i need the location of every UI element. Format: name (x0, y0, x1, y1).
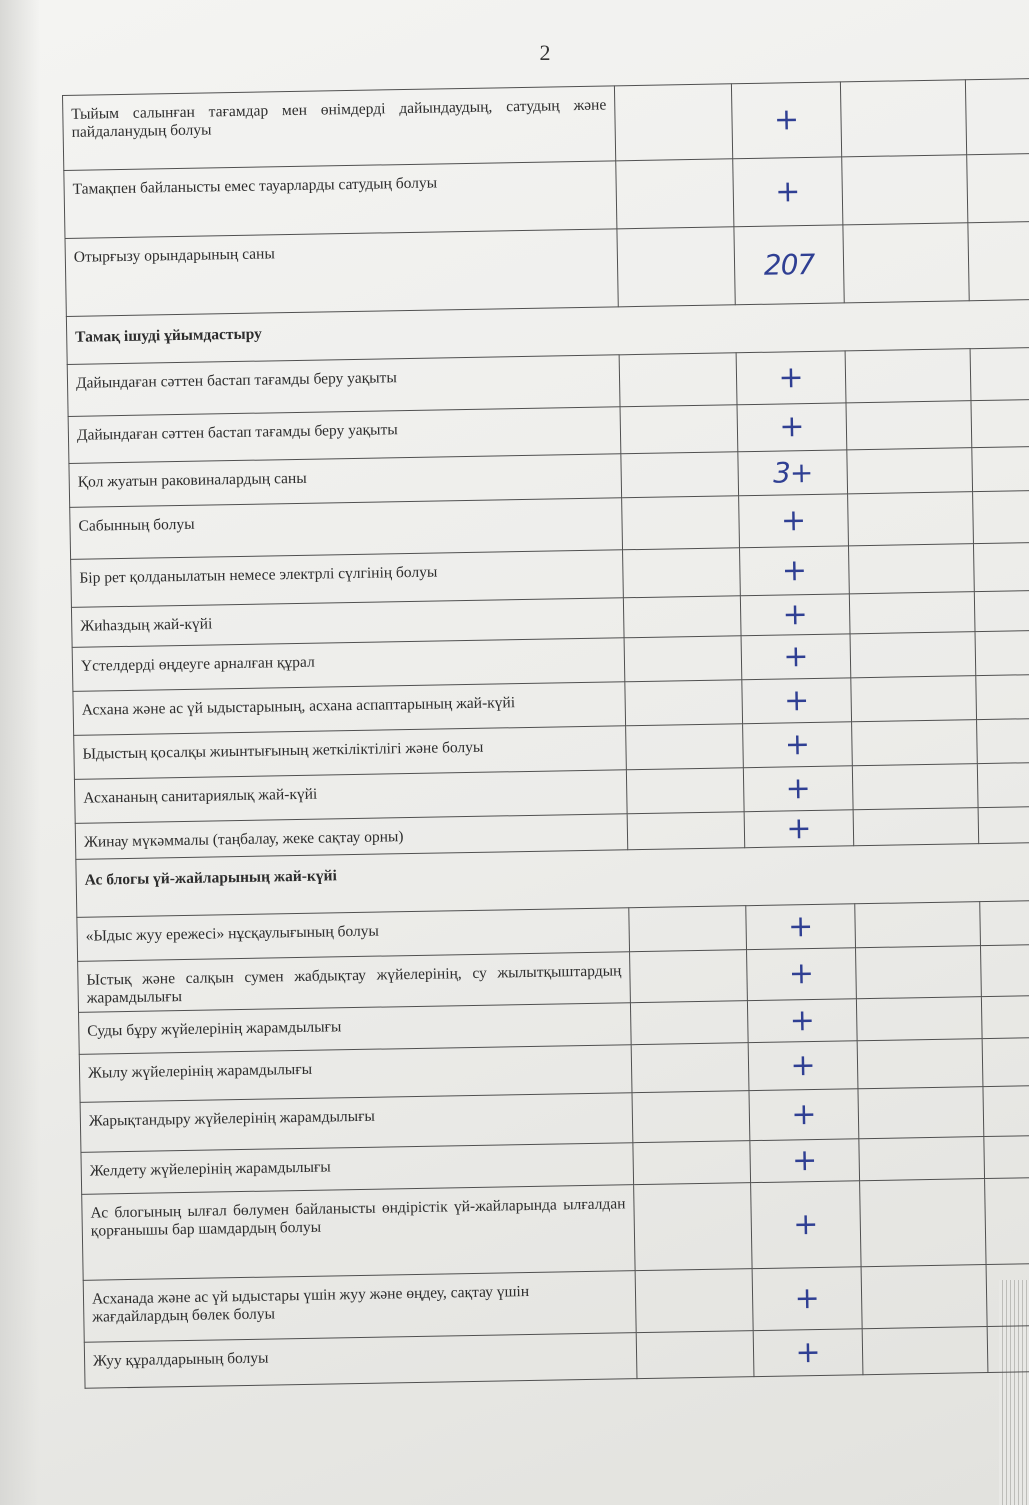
handwritten-mark: 207 (763, 247, 815, 282)
mark-cell (733, 157, 843, 227)
mark-cell (747, 999, 857, 1043)
empty-cell (986, 1262, 1029, 1326)
empty-cell (981, 994, 1029, 1038)
empty-cell (970, 346, 1029, 400)
empty-cell (973, 541, 1029, 591)
handwritten-mark: + (786, 810, 812, 846)
criterion-label: Суды бұру жүйелерінің жарамдылығы (79, 1003, 632, 1055)
criterion-label: Қол жуатын раковиналардың саны (69, 454, 622, 508)
page-shadow (0, 0, 40, 1505)
criterion-label: Асхана және ас үй ыдыстарының, асхана аспаптарының жай-күйі (73, 682, 626, 736)
mark-cell (752, 1267, 862, 1331)
empty-cell (847, 448, 973, 494)
empty-cell (625, 680, 743, 726)
mark-cell (748, 1041, 858, 1091)
criterion-label: Желдету жүйелерінің жарамдылығы (81, 1143, 634, 1195)
criterion-label: Дайындаған сәттен бастап тағамды беру уақыты (68, 407, 621, 464)
checklist-table (62, 77, 1029, 1389)
criterion-label: Асхананың санитариялық жай-күйі (74, 770, 627, 824)
empty-cell (630, 950, 748, 1003)
empty-cell (852, 720, 978, 766)
criterion-label: Жинау мүкәммалы (таңбалау, жеке сақтау орны) (75, 814, 628, 860)
empty-cell (621, 452, 739, 498)
criterion-label: Үстелдерді өңдеуге арналған құрал (72, 638, 625, 692)
empty-cell (850, 632, 976, 678)
mark-cell (747, 948, 857, 1001)
criterion-label: Жарықтандыру жүйелерінің жарамдылығы (80, 1093, 633, 1153)
handwritten-mark: 3+ (772, 455, 813, 490)
empty-cell (980, 943, 1029, 996)
handwritten-mark: + (773, 102, 800, 138)
section-heading: Ас блогы үй-жайларының жай-күйі (76, 841, 1029, 917)
handwritten-mark: + (781, 552, 808, 589)
mark-cell (744, 810, 854, 848)
empty-cell (976, 673, 1029, 719)
criterion-label: Ыдыстың қосалқы жиынтығының жеткіліктілігі және болуы (74, 726, 627, 780)
empty-cell (620, 405, 738, 454)
empty-cell (977, 717, 1029, 763)
criterion-label: Жылу жүйелерінің жарамдылығы (79, 1045, 632, 1103)
handwritten-mark: + (778, 359, 804, 396)
empty-cell (634, 1183, 752, 1271)
empty-cell (982, 1036, 1029, 1086)
mark-cell (749, 1089, 859, 1141)
mark-cell (737, 403, 847, 452)
mark-cell (731, 82, 841, 159)
empty-cell (623, 596, 741, 638)
empty-cell (972, 445, 1029, 491)
empty-cell (619, 353, 737, 407)
empty-cell (859, 1137, 985, 1181)
handwritten-mark: + (790, 1047, 816, 1083)
empty-cell (968, 220, 1029, 300)
empty-cell (614, 84, 732, 161)
handwritten-mark: + (788, 956, 815, 992)
empty-cell (984, 1134, 1029, 1178)
handwritten-mark: + (794, 1280, 820, 1316)
empty-cell (623, 548, 741, 598)
empty-cell (848, 492, 974, 546)
mark-cell (734, 225, 844, 305)
criterion-label: Сабынның болуы (70, 498, 623, 560)
mark-cell (746, 904, 856, 950)
empty-cell (616, 159, 734, 229)
empty-cell (973, 489, 1029, 543)
empty-cell (858, 1087, 984, 1139)
empty-cell (856, 946, 982, 999)
mark-cell (739, 494, 849, 548)
mark-cell (740, 546, 850, 596)
empty-cell (853, 808, 979, 846)
handwritten-mark: + (787, 908, 814, 944)
handwritten-mark: + (779, 409, 805, 445)
empty-cell (632, 1091, 750, 1143)
handwritten-mark: + (795, 1334, 821, 1370)
empty-cell (624, 636, 742, 682)
empty-cell (855, 902, 981, 948)
empty-cell (971, 398, 1029, 447)
handwritten-mark: + (792, 1206, 819, 1242)
empty-cell (843, 223, 969, 303)
empty-cell (636, 1331, 754, 1379)
empty-cell (851, 676, 977, 722)
empty-cell (846, 401, 972, 450)
handwritten-mark: + (785, 770, 812, 806)
empty-cell (848, 544, 974, 594)
handwritten-mark: + (774, 173, 801, 210)
empty-cell (861, 1265, 987, 1329)
page-number: 2 (539, 40, 551, 65)
empty-cell (849, 592, 975, 634)
empty-cell (860, 1179, 986, 1267)
empty-cell (975, 629, 1029, 675)
handwritten-mark: + (782, 596, 809, 633)
criterion-label: Отырғызу орындарының саны (65, 229, 618, 317)
empty-cell (974, 589, 1029, 631)
mark-cell (743, 722, 853, 768)
section-heading: Тамақ ішуді ұйымдастыру (66, 298, 1029, 364)
empty-cell (978, 805, 1029, 843)
empty-cell (845, 349, 971, 403)
mark-cell (743, 766, 853, 812)
handwritten-mark: + (784, 726, 811, 762)
empty-cell (629, 906, 747, 952)
criterion-label: Асханада және ас үй ыдыстары үшін жуу және өңдеу, сақтау үшін жағдайлардың бөлек болуы (83, 1271, 636, 1343)
empty-cell (987, 1324, 1029, 1372)
empty-cell (852, 764, 978, 810)
checklist-sheet (62, 78, 1029, 1389)
empty-cell (967, 152, 1029, 222)
criterion-label: Тамақпен байланысты емес тауарларды сатудың болуы (64, 161, 617, 239)
handwritten-mark: + (789, 1002, 816, 1038)
mark-cell (736, 351, 846, 405)
empty-cell (622, 496, 740, 550)
empty-cell (617, 227, 735, 307)
empty-cell (635, 1269, 753, 1333)
empty-cell (980, 899, 1029, 945)
empty-cell (862, 1327, 988, 1375)
empty-cell (626, 768, 744, 814)
handwritten-mark: + (791, 1096, 817, 1132)
criterion-label: Ас блогының ылғал бөлумен байланысты өндірістік үй-жайларында ылғалдан қорғанышы бар шамдардың болуы (82, 1185, 635, 1281)
empty-cell (856, 997, 982, 1041)
mark-cell (751, 1181, 861, 1269)
handwritten-mark: + (783, 638, 809, 674)
empty-cell (977, 761, 1029, 807)
criterion-label: Дайындаған сәттен бастап тағамды беру уақыты (67, 355, 620, 417)
empty-cell (630, 1001, 748, 1045)
criterion-label: Тыйым салынған тағамдар мен өнімдерді дайындаудың, сатудың және пайдаланудың болуы (63, 86, 616, 171)
empty-cell (983, 1084, 1029, 1136)
handwritten-mark: + (780, 502, 807, 539)
criterion-label: Жуу құралдарының болуы (84, 1333, 637, 1389)
criterion-label: Ыстық және салқын сумен жабдықтау жүйелерінің, су жылытқыштардың жарамдылығы (78, 952, 631, 1013)
empty-cell (985, 1176, 1029, 1264)
mark-cell (753, 1329, 863, 1377)
mark-cell (738, 450, 848, 496)
mark-cell (740, 594, 850, 636)
handwritten-mark: + (783, 682, 810, 718)
empty-cell (857, 1039, 983, 1089)
empty-cell (631, 1043, 749, 1093)
empty-cell (965, 77, 1029, 154)
criterion-label: Жиһаздың жай-күйі (71, 598, 624, 648)
empty-cell (840, 80, 966, 157)
mark-cell (741, 634, 851, 680)
empty-cell (627, 812, 745, 850)
handwritten-mark: + (791, 1142, 818, 1178)
empty-cell (626, 724, 744, 770)
table-row (82, 1176, 1029, 1280)
empty-cell (633, 1141, 751, 1185)
mark-cell (750, 1139, 860, 1183)
criterion-label: Бір рет қолданылатын немесе электрлі сүлгінің болуы (71, 550, 624, 608)
mark-cell (742, 678, 852, 724)
checklist-rows (63, 77, 1029, 1388)
criterion-label: «Ыдыс жуу ережесі» нұсқаулығының болуы (77, 908, 630, 962)
empty-cell (842, 155, 968, 225)
